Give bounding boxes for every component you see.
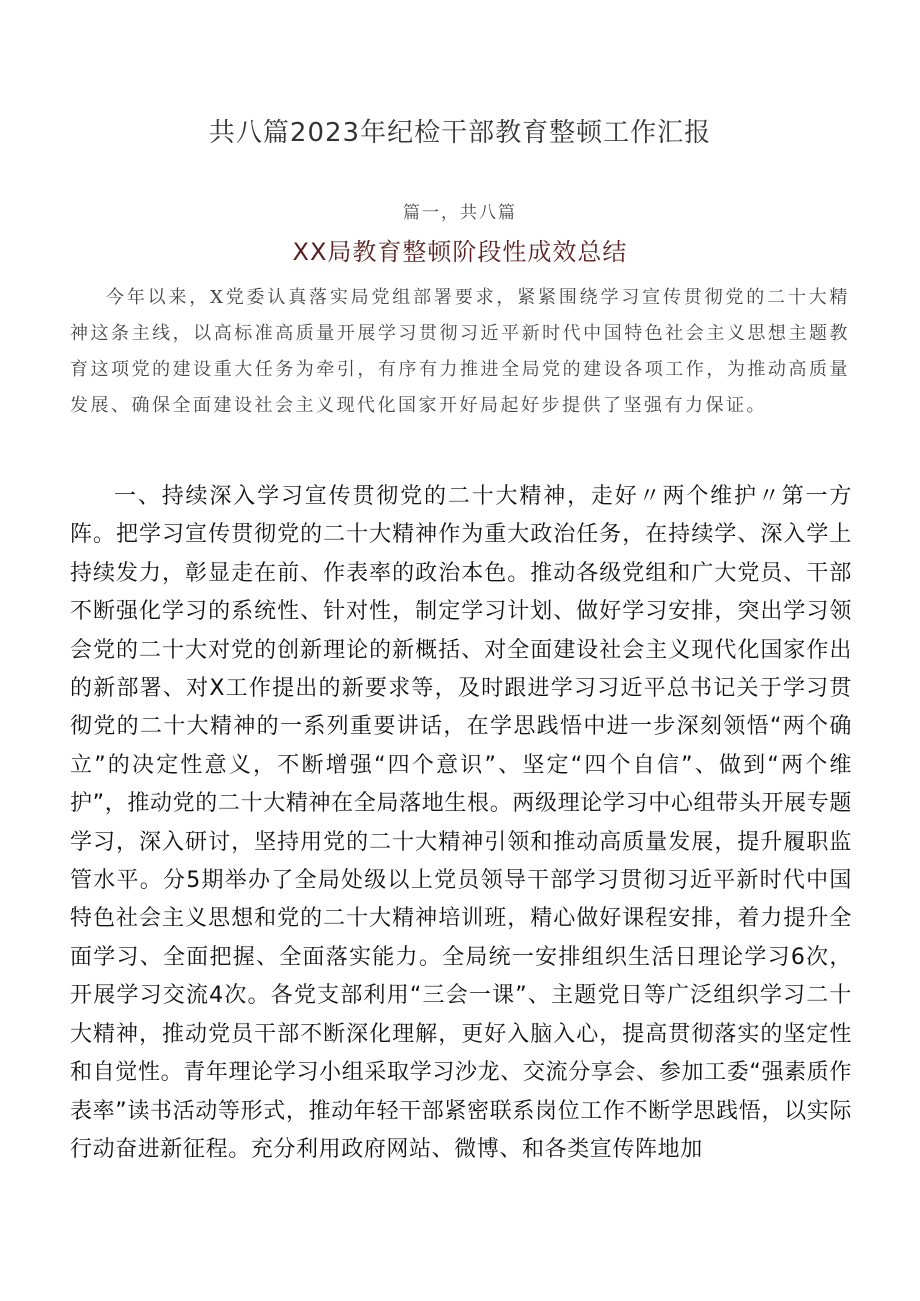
document-title: 共八篇2023年纪检干部教育整顿工作汇报: [208, 118, 712, 148]
intro-paragraph: 今年以来，X党委认真落实局党组部署要求，紧紧围绕学习宣传贯彻党的二十大精神这条主线，以高标准高质量开展学习贯彻习近平新时代中国特色社会主义思想主题教育这项党的建设重大任务为牵引，有序有力推进全局党的建设各项工作，为推动高质量发展、确保全面建设社会主义现代化国家开好局起好步提供了坚强有力保证。: [70, 287, 850, 416]
body-paragraph: 一、持续深入学习宣传贯彻党的二十大精神，走好〃两个维护〃第一方阵。把学习宣传贯彻党的二十大精神作为重大政治任务，在持续学、深入学上持续发力，彰显走在前、作表率的政治本色。推动各级党组和广大党员、干部不断强化学习的系统性、针对性，制定学习计划、做好学习安排，突出学习领会党的二十大对党的创新理论的新概括、对全面建设社会主义现代化国家作出的新部署、对X工作提出的新要求等，及时跟进学习习近平总书记关于学习贯彻党的二十大精神的一系列重要讲话，在学思践悟中进一步深刻领悟“两个确立”的决定性意义，不断增强“四个意识”、坚定“四个自信”、做到“两个维护”，推动党的二十大精神在全局落地生根。两级理论学习中心组带头开展专题学习，深入研讨，坚持用党的二十大精神引领和推动高质量发展，提升履职监管水平。分5期举办了全局处级以上党员领导干部学习贯彻习近平新时代中国特色社会主义思想和党的二十大精神培训班，精心做好课程安排，着力提升全面学习、全面把握、全面落实能力。全局统一安排组织生活日理论学习6次，开展学习交流4次。各党支部利用“三会一课”、主题党日等广泛组织学习二十大精神，推动党员干部不断深化理解，更好入脑入心，提高贯彻落实的坚定性和自觉性。青年理论学习小组采取学习沙龙、交流分享会、参加工委“强素质作表率”读书活动等形式，推动年轻干部紧密联系岗位工作不断学思践悟，以实际行动奋进新征程。充分利用政府网站、微博、和各类宣传阵地加: [70, 484, 852, 1162]
section-title: XX局教育整顿阶段性成效总结: [292, 238, 628, 266]
section-label: 篇一，共八篇: [403, 203, 517, 223]
